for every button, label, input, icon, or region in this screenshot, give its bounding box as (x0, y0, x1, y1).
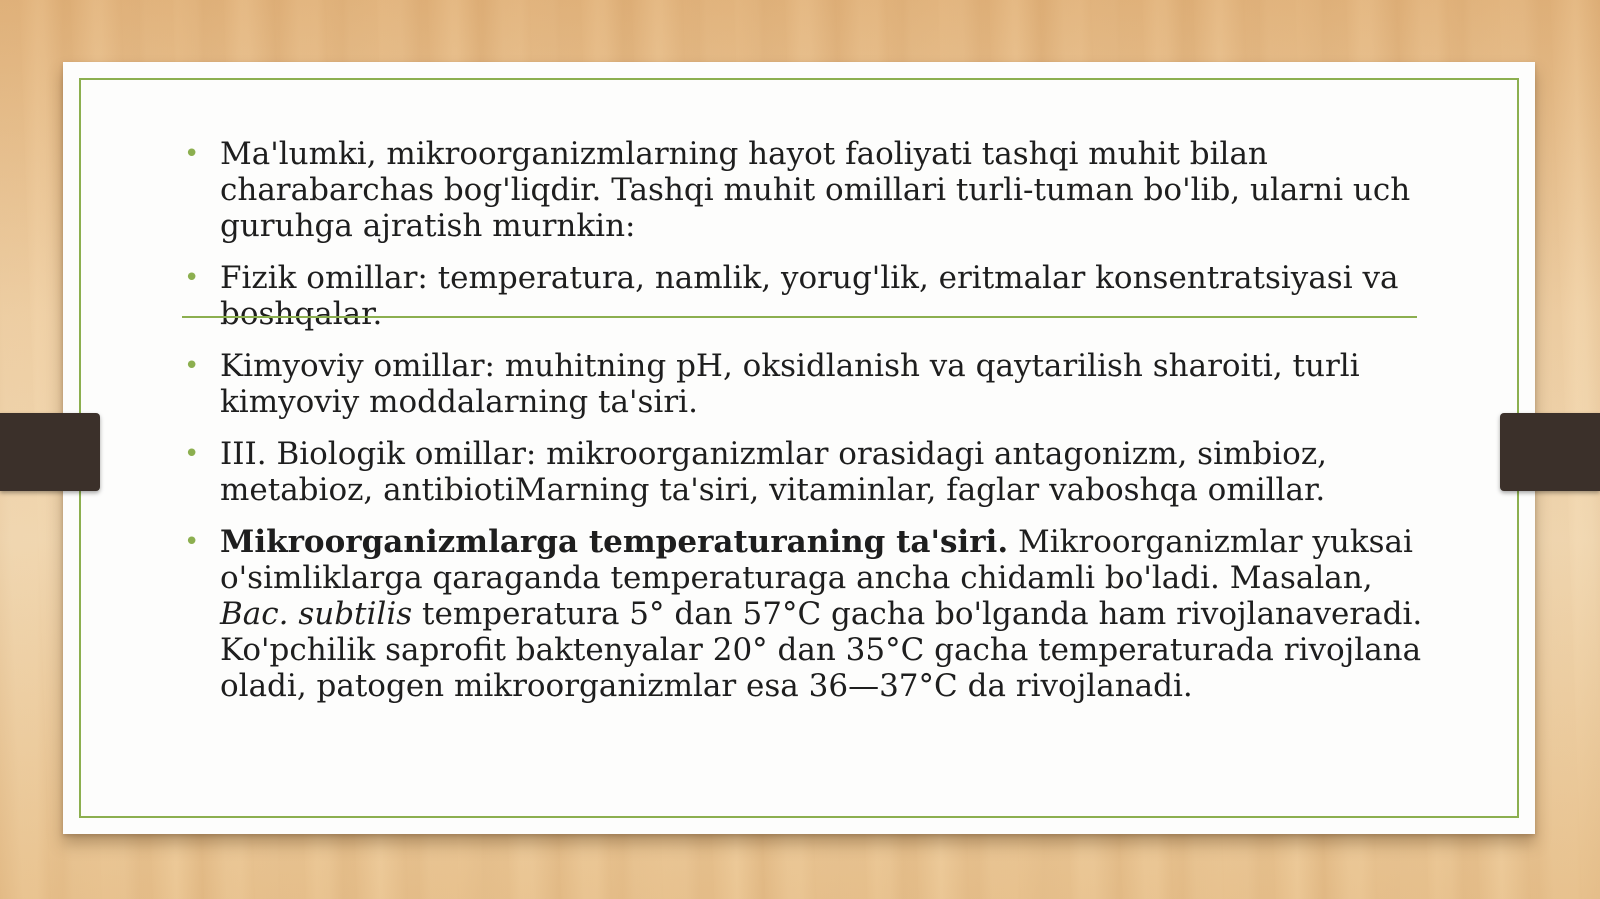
bullet-text: Ma'lumki, mikroorganizmlarning hayot faoliyati tashqi muhit bilan charabarchas bog'liqdir. Tashqi muhit omillari turli-tuman bo'lib, ularni uch guruhga ajratish murnkin: (220, 136, 1411, 244)
divider-line (182, 316, 1417, 318)
bullet-list (180, 136, 1430, 704)
bullet-heading: Mikroorganizmlarga temperaturaning ta'siri. (220, 524, 1009, 560)
slide-content (180, 136, 1430, 720)
bullet-text: Mikroorganizmlar yuksai o'simliklarga qaraganda temperaturaga ancha chidamli bo'ladi. Masalan, (220, 524, 1413, 596)
list-item (180, 436, 1430, 508)
bullet-icon: • (184, 263, 200, 293)
bullet-text: III. Biologik omillar: mikroorganizmlar orasidagi antagonizm, simbioz, metabioz, antibiotiMarning ta'siri, vitaminlar, faglar vaboshqa omillar. (220, 436, 1328, 508)
bullet-text: Kimyoviy omillar: muhitning pH, oksidlanish va qaytarilish sharoiti, turli kimyoviy moddalarning ta'siri. (220, 348, 1360, 420)
species-name: Bac. subtilis (220, 596, 413, 632)
bullet-icon: • (184, 439, 200, 469)
bullet-icon: • (184, 351, 200, 381)
bullet-text: Fizik omillar: temperatura, namlik, yorug'lik, eritmalar konsentratsiyasi va boshqalar. (220, 260, 1399, 332)
bullet-text: temperatura 5° dan 57°C gacha bo'lganda ham rivojlanaveradi. Ko'pchilik saprofit baktenyalar 20° dan 35°C gacha temperaturada rivojlana oladi, patogen mikroorganizmlar esa 36—37°C da rivojlanadi. (220, 596, 1423, 704)
bullet-icon: • (184, 139, 200, 169)
list-item (180, 524, 1430, 704)
list-item (180, 348, 1430, 420)
right-binder-tab (1500, 413, 1600, 491)
bullet-icon: • (184, 527, 200, 557)
left-binder-tab (0, 413, 100, 491)
list-item (180, 136, 1430, 244)
list-item (180, 260, 1430, 332)
